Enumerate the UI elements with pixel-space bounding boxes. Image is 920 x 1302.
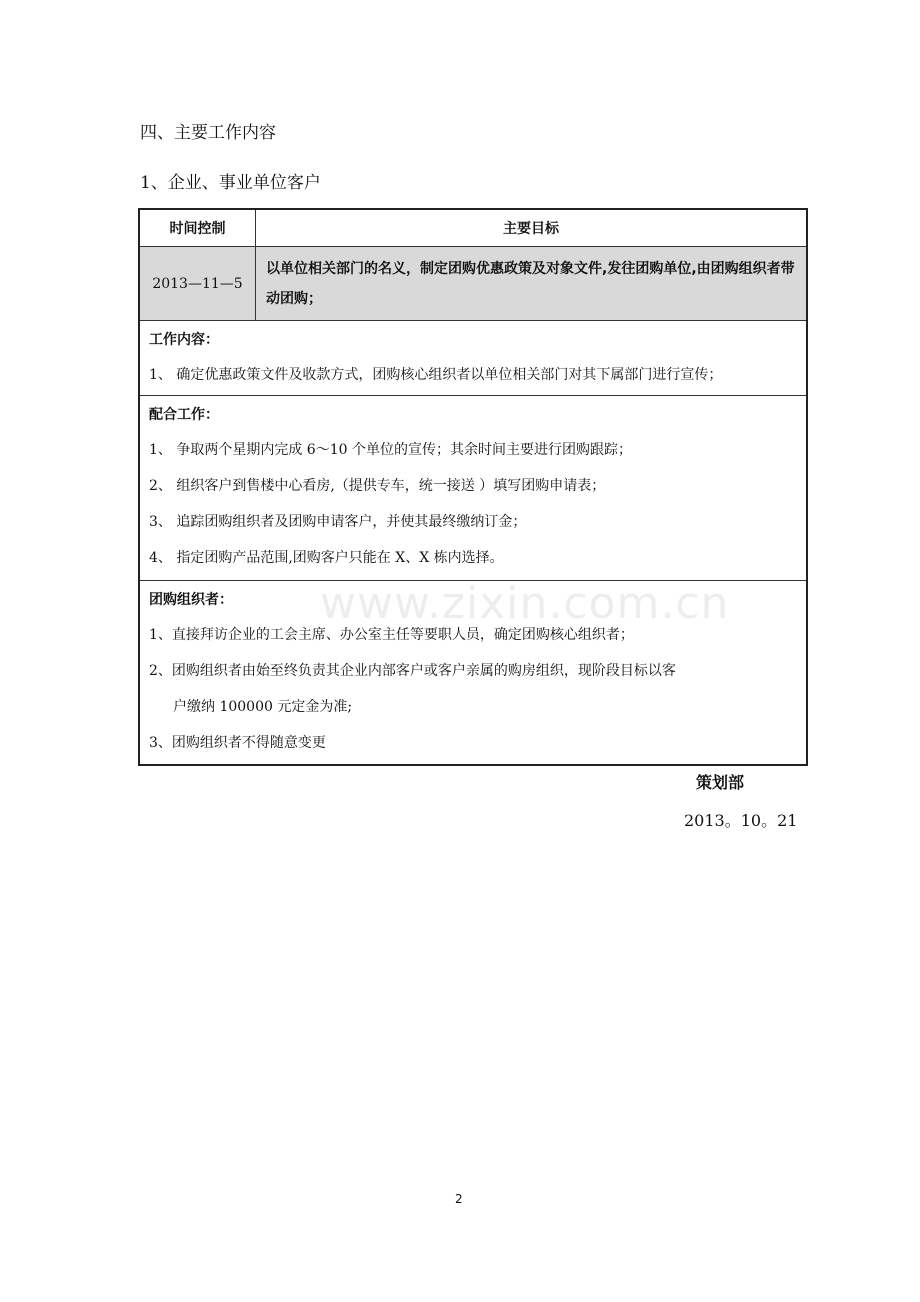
list-item: 3、团购组织者不得随意变更 [149, 735, 326, 751]
table-row [140, 247, 806, 321]
signature-date: 2013。10。21 [684, 811, 798, 830]
section-heading: 四、主要工作内容 [140, 123, 276, 143]
goal-cell: 以单位相关部门的名义，制定团购优惠政策及对象文件,发往团购单位,由团购组织者带动团购； [266, 260, 795, 307]
header-main-goal: 主要目标 [503, 221, 559, 237]
list-item: 1、 确定优惠政策文件及收款方式，团购核心组织者以单位相关部门对其下属部门进行宣传； [149, 367, 723, 383]
work-content-title: 工作内容： [149, 332, 219, 348]
cooperation-title: 配合工作： [149, 407, 219, 423]
work-content-section [140, 321, 806, 396]
signature-department: 策划部 [696, 773, 745, 792]
header-time-control: 时间控制 [140, 210, 256, 246]
plan-table [138, 208, 808, 766]
subsection-heading: 1、企业、事业单位客户 [140, 173, 321, 193]
list-item: 2、 组织客户到售楼中心看房,（提供专车，统一接送 ）填写团购申请表； [149, 478, 606, 494]
list-item: 2、团购组织者由始至终负责其企业内部客户或客户亲属的购房组织，现阶段目标以客 [149, 663, 676, 679]
list-item-continuation: 户缴纳 100000 元定金为准; [173, 699, 353, 715]
list-item: 1、 争取两个星期内完成 6～10 个单位的宣传；其余时间主要进行团购跟踪； [149, 442, 632, 458]
table-header-row [140, 210, 806, 247]
list-item: 4、 指定团购产品范围,团购客户只能在 X、X 栋内选择。 [149, 550, 504, 566]
page-number: 2 [455, 1192, 463, 1206]
list-item: 3、 追踪团购组织者及团购申请客户，并使其最终缴纳订金； [149, 514, 527, 530]
watermark: www.zixin.com.cn [320, 578, 730, 629]
time-cell: 2013—11—5 [140, 247, 256, 320]
list-item: 1、直接拜访企业的工会主席、办公室主任等要职人员，确定团购核心组织者； [149, 627, 634, 643]
cooperation-section [140, 396, 806, 581]
organizer-title: 团购组织者： [149, 592, 233, 608]
